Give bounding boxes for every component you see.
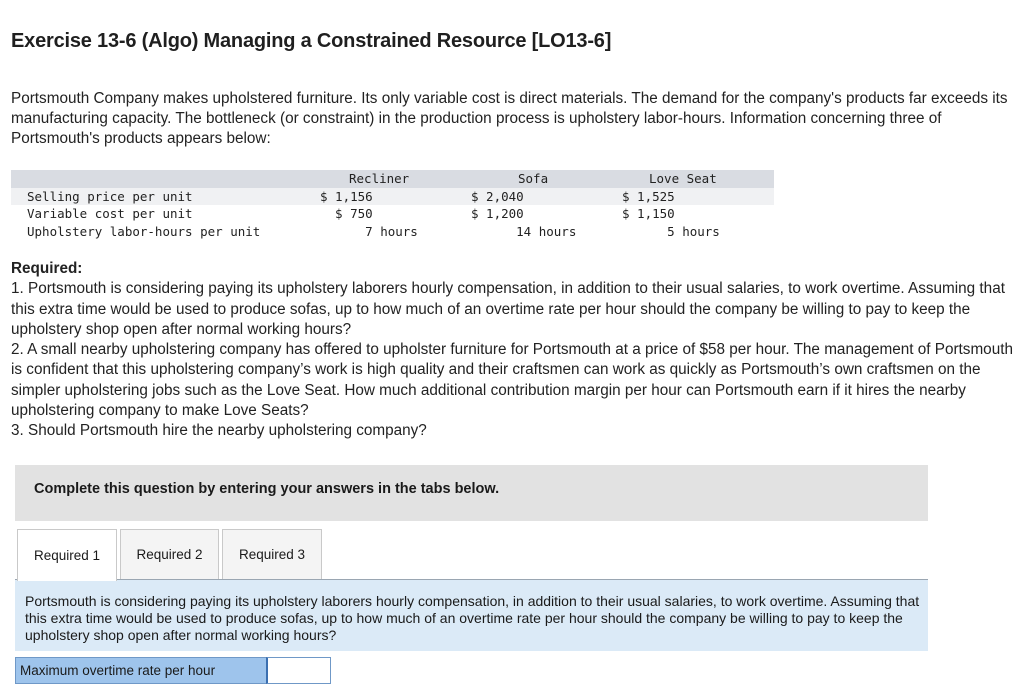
cell-value: $ 1,200 <box>471 206 524 221</box>
instructions-banner <box>15 465 928 521</box>
required-heading: Required: <box>11 260 83 277</box>
cell-value: 14 hours <box>471 223 577 239</box>
cell-value: 7 hours <box>320 223 418 239</box>
column-header-love-seat: Love Seat <box>649 171 717 186</box>
overtime-rate-input[interactable] <box>266 657 331 684</box>
cell-value: $ 1,150 <box>622 206 675 221</box>
cell-value: 5 hours <box>622 223 720 239</box>
product-data-table <box>11 170 774 240</box>
tab-panel-required-1 <box>15 579 928 651</box>
cell-value: $ 750 <box>320 206 373 221</box>
cell-value: $ 1,525 <box>622 188 675 204</box>
panel-question-text: Portsmouth is considering paying its upholstery laborers hourly compensation, in addition to their usual salaries, to work overtime. Assuming that this extra time would be used to produce sofas, up to how much of an overtime rate per hour should the company be willing to pay to keep the upholstery shop open after normal working hours? <box>25 593 920 643</box>
required-item-2: 2. A small nearby upholstering company has offered to upholster furniture for Portsmouth at a price of $58 per hour. The management of Portsmouth is confident that this upholstering company’s work is high quality and their craftsmen can work as quickly as Portsmouth’s own craftsmen on the simpler upholstering jobs such as the Love Seat. How much additional contribution margin per hour can Portsmouth earn if it hires the nearby upholstering company to make Love Seats? <box>11 341 1013 420</box>
answer-label: Maximum overtime rate per hour <box>15 657 270 684</box>
column-header-sofa: Sofa <box>518 171 549 186</box>
required-item-1: 1. Portsmouth is considering paying its upholstery laborers hourly compensation, in addition to their usual salaries, to work overtime. Assuming that this extra time would be used to produce sofas, up to how much of an overtime rate per hour should the company be willing to pay to keep the upholstery shop open after normal working hours? <box>11 280 1005 338</box>
page-title: Exercise 13-6 (Algo) Managing a Constrained Resource [LO13-6] <box>11 30 612 52</box>
row-label: Variable cost per unit <box>27 206 193 221</box>
tab-required-3[interactable]: Required 3 <box>222 529 322 579</box>
required-item-3: 3. Should Portsmouth hire the nearby upholstering company? <box>11 422 427 440</box>
cell-value: $ 2,040 <box>471 188 524 204</box>
row-label: Upholstery labor-hours per unit <box>27 223 261 239</box>
required-section <box>11 259 1023 442</box>
column-header-recliner: Recliner <box>349 171 410 186</box>
problem-intro: Portsmouth Company makes upholstered furniture. Its only variable cost is direct materials. The demand for the company's products far exceeds its manufacturing capacity. The bottleneck (or constraint) in the production process is upholstery labor-hours. Information concerning three of Portsmouth's products appears below: <box>11 90 1008 147</box>
tab-required-2[interactable]: Required 2 <box>120 529 219 579</box>
table-row <box>11 223 774 241</box>
table-row <box>11 205 774 223</box>
table-row <box>11 188 774 206</box>
cell-value: $ 1,156 <box>320 188 373 204</box>
tab-required-1[interactable]: Required 1 <box>17 529 117 581</box>
table-header-row <box>11 170 774 188</box>
instructions-text: Complete this question by entering your answers in the tabs below. <box>34 481 500 497</box>
row-label: Selling price per unit <box>27 188 193 204</box>
